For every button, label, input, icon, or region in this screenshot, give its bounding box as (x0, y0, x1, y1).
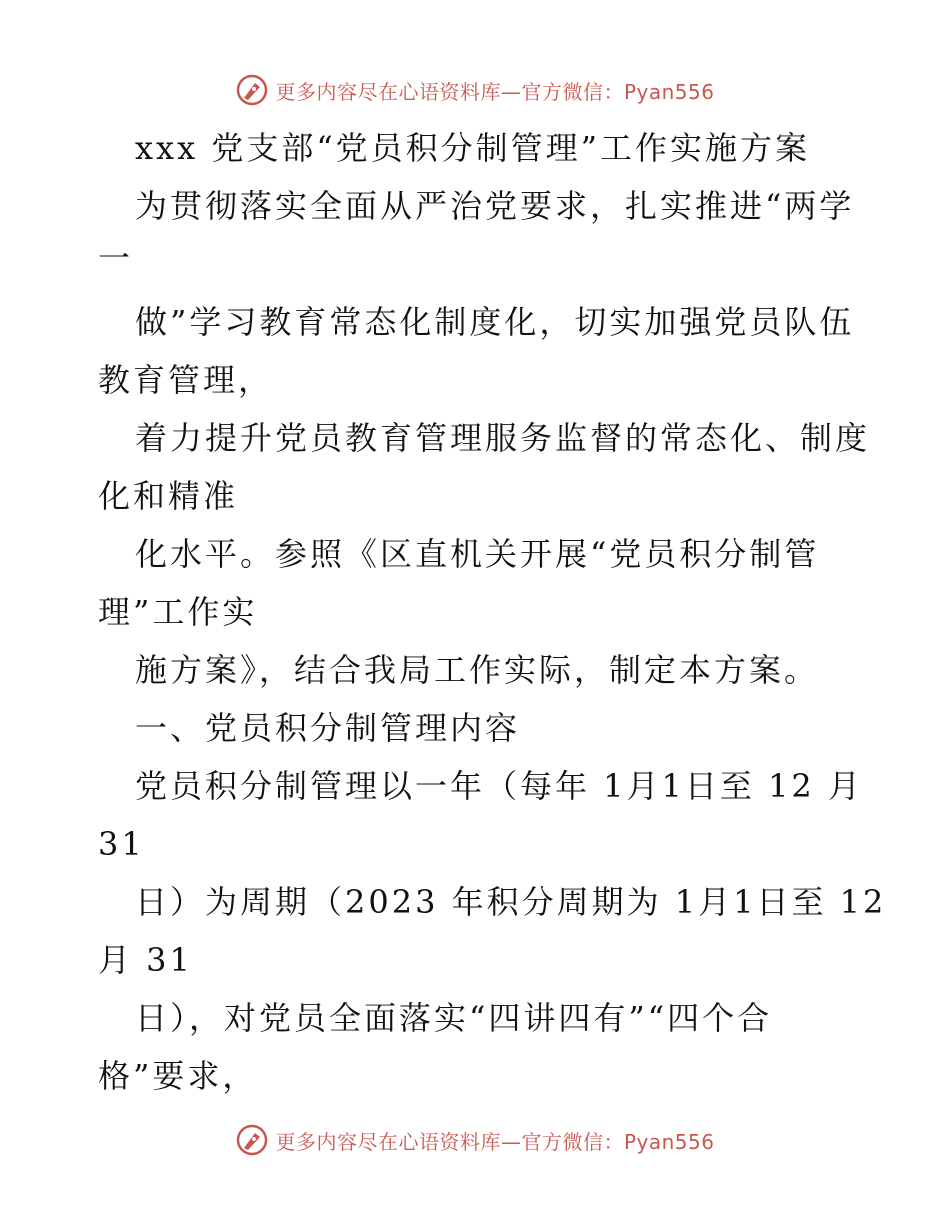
paragraph-line: 为贯彻落实全面从严治党要求，扎实推进“两学 (135, 187, 855, 225)
section-heading: 一、党员积分制管理内容 (135, 709, 521, 747)
banner-text: 更多内容尽在心语资料库—官方微信：Pyan556 (275, 1129, 715, 1154)
banner-text: 更多内容尽在心语资料库—官方微信：Pyan556 (275, 79, 715, 104)
pen-nib-logo-icon (235, 1123, 269, 1157)
document-title: xxx 党支部“党员积分制管理”工作实施方案 (135, 129, 811, 167)
paragraph-line: 化和精准 (98, 477, 239, 515)
header-banner (0, 70, 950, 110)
paragraph-line: 教育管理， (98, 361, 274, 399)
paragraph-line: 党员积分制管理以一年（每年 1月1日至 12 月 (135, 767, 863, 805)
footer-banner (0, 1120, 950, 1160)
paragraph-line: 格”要求， (98, 1057, 258, 1095)
paragraph-line: 理”工作实 (98, 593, 258, 631)
paragraph-line: 着力提升党员教育管理服务监督的常态化、制度 (135, 419, 871, 457)
paragraph-line: 做”学习教育常态化制度化，切实加强党员队伍 (135, 303, 855, 341)
paragraph-line: 日），对党员全面落实“四讲四有”“四个合 (135, 999, 773, 1037)
paragraph-line: 月 31 (98, 941, 193, 979)
pen-nib-logo-icon (235, 73, 269, 107)
paragraph-line: 化水平。参照《区直机关开展“党员积分制管 (135, 535, 820, 573)
paragraph-line: 31 (98, 825, 145, 863)
paragraph-line: 施方案》，结合我局工作实际，制定本方案。 (135, 651, 820, 689)
paragraph-line: 日）为周期（2023 年积分周期为 1月1日至 12 (135, 883, 887, 921)
paragraph-line: 一 (98, 239, 134, 277)
